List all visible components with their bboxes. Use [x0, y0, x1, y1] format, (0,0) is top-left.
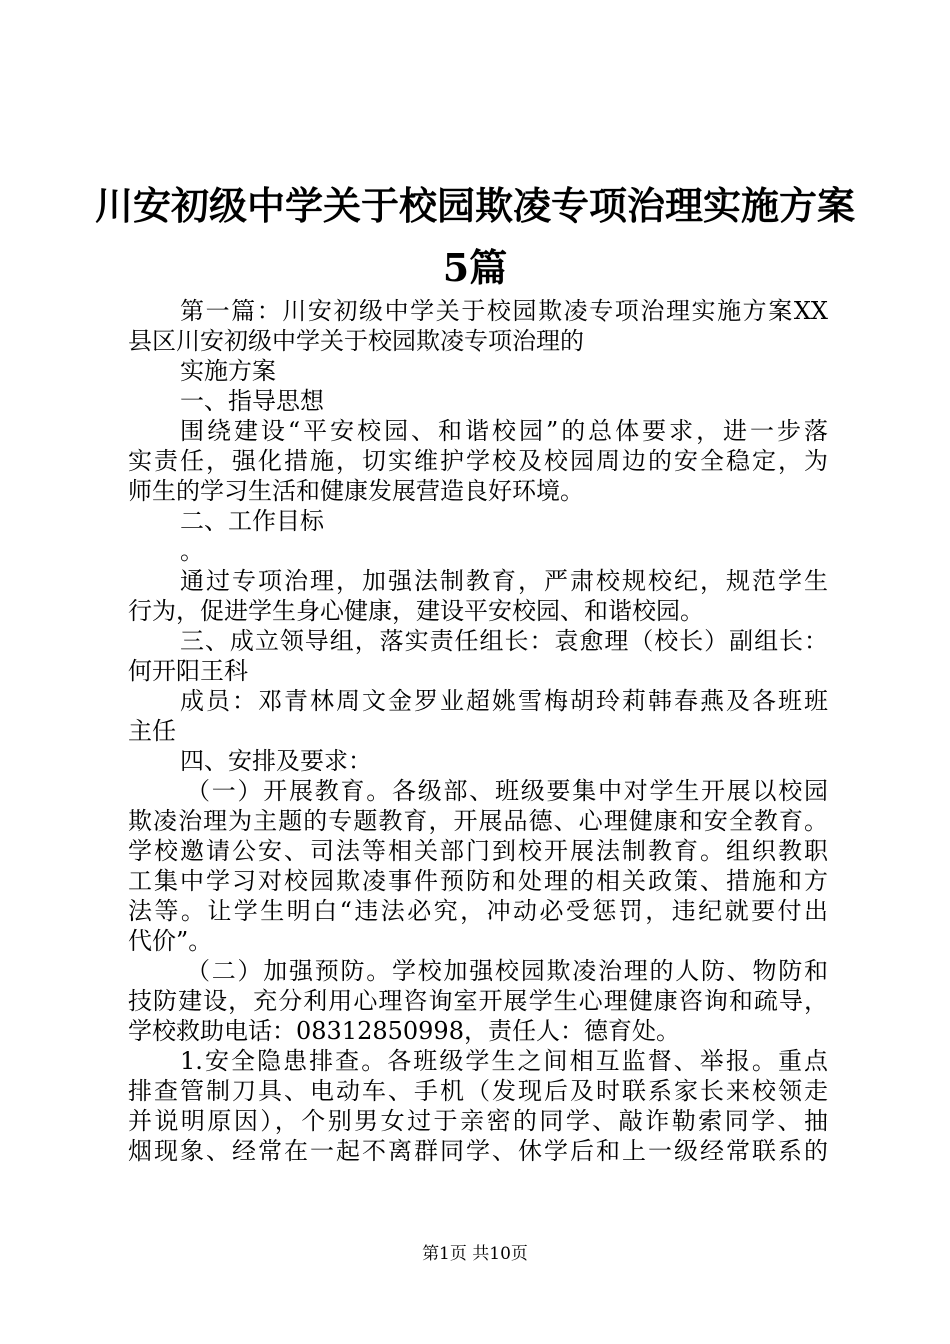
- paragraph-line: 1.安全隐患排查。各班级学生之间相互监督、举报。重点: [180, 1047, 828, 1075]
- paragraph-line: 烟现象、经常在一起不离群同学、休学后和上一级经常联系的: [128, 1137, 828, 1165]
- paragraph-line: 代价”。: [128, 927, 213, 955]
- paragraph-line: 学校邀请公安、司法等相关部门到校开展法制教育。组织教职: [128, 837, 828, 865]
- page-number: 第1页 共10页: [422, 1244, 528, 1264]
- paragraph-line: 并说明原因），个别男女过于亲密的同学、敲诈勒索同学、抽: [128, 1107, 828, 1135]
- document-body: [128, 296, 828, 1166]
- paragraph-line: 通过专项治理，加强法制教育，严肃校规校纪，规范学生: [180, 567, 828, 595]
- section-heading: 二、工作目标: [180, 507, 324, 535]
- paragraph-line: 。: [180, 537, 204, 565]
- paragraph-line: 何开阳王科: [128, 657, 248, 685]
- paragraph-line: 行为，促进学生身心健康，建设平安校园、和谐校园。: [128, 597, 704, 625]
- section-heading: 一、指导思想: [180, 387, 324, 415]
- paragraph-line: 法等。让学生明白“违法必究，冲动必受惩罚，违纪就要付出: [128, 897, 828, 925]
- paragraph-line: 围绕建设“平安校园、和谐校园”的总体要求，进一步落: [180, 417, 828, 445]
- paragraph-line: 主任: [128, 717, 176, 745]
- section-heading: 三、成立领导组，落实责任组长：袁愈理（校长）副组长：: [180, 627, 828, 655]
- paragraph-line: 师生的学习生活和健康发展营造良好环境。: [128, 477, 584, 505]
- paragraph-line: 排查管制刀具、电动车、手机（发现后及时联系家长来校领走: [128, 1077, 828, 1105]
- paragraph-line: 欺凌治理为主题的专题教育，开展品德、心理健康和安全教育。: [128, 807, 828, 835]
- paragraph-line: （一）开展教育。各级部、班级要集中对学生开展以校园: [186, 777, 828, 805]
- paragraph-line: 学校救助电话：08312850998，责任人：德育处。: [128, 1017, 680, 1045]
- paragraph-line: 工集中学习对校园欺凌事件预防和处理的相关政策、措施和方: [128, 867, 828, 895]
- paragraph-line: 第一篇：川安初级中学关于校园欺凌专项治理实施方案XX: [180, 297, 828, 325]
- paragraph-line: 实责任，强化措施，切实维护学校及校园周边的安全稳定，为: [128, 447, 828, 475]
- paragraph-line: 县区川安初级中学关于校园欺凌专项治理的: [128, 327, 584, 355]
- paragraph-line: 成员：邓青林周文金罗业超姚雪梅胡玲莉韩春燕及各班班: [180, 687, 828, 715]
- paragraph-line: 技防建设，充分利用心理咨询室开展学生心理健康咨询和疏导，: [128, 987, 828, 1015]
- paragraph-line: （二）加强预防。学校加强校园欺凌治理的人防、物防和: [186, 957, 828, 985]
- document-title-continued: 5篇: [442, 245, 508, 290]
- section-heading: 四、安排及要求：: [180, 747, 372, 775]
- document-title: 川安初级中学关于校园欺凌专项治理实施方案: [95, 183, 856, 228]
- paragraph-line: 实施方案: [180, 357, 276, 385]
